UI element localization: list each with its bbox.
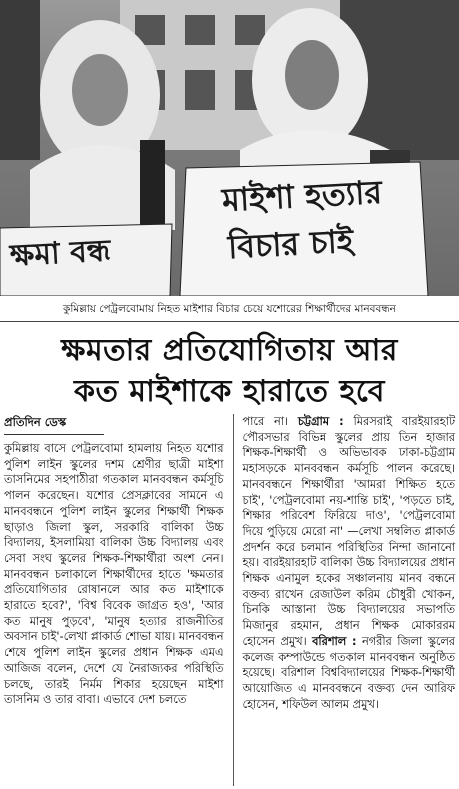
- photo-caption: কুমিল্লায় পেট্রলবোমায় নিহত মাইশার বিচার চেয়ে যশোরের শিক্ষার্থীদের মানববন্ধন: [0, 297, 459, 322]
- dateline-chattogram: চট্টগ্রাম :: [297, 415, 344, 428]
- dateline-barishal: বরিশাল :: [312, 634, 357, 648]
- right-placard-text-line2: বিচার চাই: [227, 221, 355, 267]
- headline-line-2: কত মাইশাকে হারাতে হবে: [73, 374, 386, 409]
- news-photo: [0, 0, 459, 296]
- left-placard-text: ক্ষমা বন্ধ: [9, 233, 112, 274]
- right-placard-text-line1: মাইশা হত্যার: [221, 172, 383, 220]
- headline-line-1: ক্ষমতার প্রতিযোগিতায় আর: [61, 333, 398, 368]
- barishal-report: নগরীর জিলা স্কুলের কলেজ কম্পাউন্ডে গতকাল মানববন্ধন অনুষ্ঠিত হয়েছে। বরিশাল বিশ্ববিদ্যালয়ের শিক্ষক-শিক্ষার্থী আয়োজিত এ মানববন্ধনে বক্তব্য দেন আরিফ হোসেন, শফিউল আলম প্রমুখ।: [242, 634, 456, 711]
- right-column-text: [242, 414, 455, 712]
- continuation-lead: পারে না।: [242, 415, 289, 428]
- byline-divider: [4, 434, 104, 435]
- left-column: [4, 414, 223, 786]
- article-body: [4, 414, 455, 786]
- byline: প্রতিদিন ডেস্ক: [4, 415, 67, 429]
- right-column: [233, 414, 455, 786]
- chattogram-report: মিরসরাই বারইয়ারহাট পৌরসভার বিভিন্ন স্কুলের প্রায় তিন হাজার শিক্ষক-শিক্ষার্থী ও অভিভাবক ঢাকা-চট্টগ্রাম মহাসড়কে মানববন্ধন কর্মসূচি পালন করেছে। মানববন্ধনে শিক্ষার্থীরা 'আমরা শিক্ষিত হতে চাই', 'পেট্রলবোমা নয়-শান্তি চাই', 'পড়তে চাই, শিক্ষার পরিবেশ ফিরিয়ে দাও', 'পেট্রলবোমা দিয়ে পুড়িয়ে মেরো না' —লেখা সম্বলিত প্লাকার্ড প্রদর্শন করে চলমান পরিস্থিতির নিন্দা জানানো হয়। বারইয়ারহাট বালিকা উচ্চ বিদ্যালয়ের প্রধান শিক্ষক এনামুল হকের সঞ্চালনায় মানব বন্ধনে বক্তব্য রাখেন রেজাউল করিম চৌধুরী খোকন, চিনকি আস্তানা উচ্চ বিদ্যালয়ের সভাপতি মিজানুর রহমান, প্রধান শিক্ষক মোকাররম হোসেন প্রমুখ।: [242, 415, 456, 648]
- left-column-text: কুমিল্লায় বাসে পেট্রলবোমা হামলায় নিহত যশোর পুলিশ লাইন স্কুলের দশম শ্রেণীর ছাত্রী মাইশা তাসনিমের সহপাঠীরা গতকাল মানববন্ধন কর্মসূচি পালন করেছেন। যশোর প্রেসক্লাবের সামনে এ মানববন্ধনে পুলিশ লাইন স্কুলের শিক্ষার্থী শিক্ষক ছাড়াও জিলা স্কুল, সরকারি বালিকা উচ্চ বিদ্যালয়, ইসলামিয়া বালিকা উচ্চ বিদ্যালয় এবং সেবা সংঘ স্কুলের শিক্ষক-শিক্ষার্থীরা অংশ নেন। মানববন্ধন চলাকালে শিক্ষার্থীদের হাতে 'ক্ষমতার প্রতিযোগিতার রোষানলে আর কত মাইশাকে হারাতে হবে?', 'বিশ্ব বিবেক জাগ্রত হও', 'আর কত মানুষ পুড়বে', 'মানুষ হত্যার রাজনীতির অবসান চাই'-লেখা প্লাকার্ড শোভা যায়। মানববন্ধন শেষে পুলিশ লাইন স্কুলের প্রধান শিক্ষক এমএ আজিজ বলেন, দেশে যে নৈরাজ্যকর পরিস্থিতি চলছে, তারই নির্মম শিকার হয়েছেন মাইশা তাসনিম ও তার বাবা। এভাবে দেশ চলতে: [4, 442, 224, 707]
- headline: [0, 330, 459, 412]
